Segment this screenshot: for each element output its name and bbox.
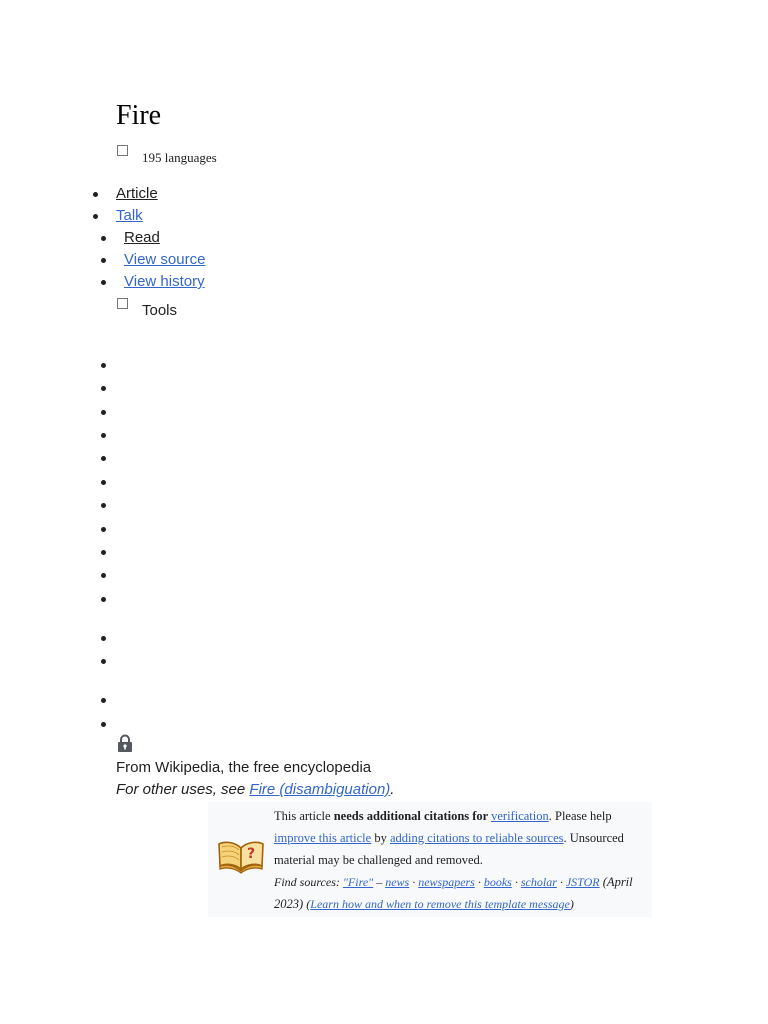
lock-icon[interactable] [117,734,133,753]
citation-needed-notice [208,802,652,917]
list-bullet [101,597,106,602]
language-toggle-checkbox[interactable] [117,145,128,156]
hatnote-prefix: For other uses, see [116,781,250,798]
page-title: Fire [116,100,162,131]
find-sources-line [274,875,633,911]
list-bullet [101,573,106,578]
tab-view-source[interactable]: View source [124,251,206,268]
improve-article-link[interactable]: improve this article [274,831,372,845]
notice-date: (April 2023) [274,875,633,911]
source-link-jstor[interactable]: JSTOR [565,875,600,889]
hatnote [116,780,394,800]
list-bullet [101,456,106,461]
tab-article[interactable]: Article [116,185,158,202]
list-bullet [101,659,106,664]
site-tagline: From Wikipedia, the free encyclopedia [116,759,372,776]
notice-bold-text: needs additional citations for [333,809,492,823]
tab-talk[interactable]: Talk [116,207,143,224]
list-bullet [101,410,106,415]
notice-text-part: by [371,831,390,845]
source-link-books[interactable]: books [483,875,512,889]
separator: – [373,875,386,889]
tab-view-history[interactable]: View history [124,273,205,290]
svg-text:?: ? [247,846,256,862]
notice-text-part: . Please help [548,809,612,823]
list-bullet [101,280,106,285]
list-bullet [101,433,106,438]
find-sources-label: Find sources: [274,875,343,889]
adding-citations-link[interactable]: adding citations to reliable sources [389,831,564,845]
source-link-newspapers[interactable]: newspapers [418,875,475,889]
tools-toggle-checkbox[interactable] [117,298,128,309]
notice-text [274,805,642,915]
source-link-fire[interactable]: "Fire" [342,875,374,889]
tools-menu-label[interactable]: Tools [142,302,178,319]
learn-remove-link[interactable]: Learn how and when to remove this template message [310,897,570,911]
notice-text-part: . Unsourced material may be challenged and removed. [274,831,624,867]
hatnote-suffix: . [390,781,395,798]
disambiguation-link[interactable]: Fire (disambiguation) [249,781,391,798]
list-bullet [101,698,106,703]
list-bullet [101,550,106,555]
book-question-icon [217,834,265,874]
list-bullet [101,722,106,727]
separator: · [409,875,419,889]
list-bullet [93,192,98,197]
languages-button[interactable]: 195 languages [142,150,217,165]
list-bullet [101,386,106,391]
list-bullet [101,503,106,508]
list-bullet [101,363,106,368]
separator: · [474,875,484,889]
separator: ) [569,897,574,911]
separator: · [511,875,521,889]
tab-read[interactable]: Read [124,229,160,246]
list-bullet [101,480,106,485]
list-bullet [101,636,106,641]
list-bullet [101,258,106,263]
notice-text-part: This article [274,809,334,823]
list-bullet [101,236,106,241]
source-link-news[interactable]: news [385,875,410,889]
separator: ( [306,897,311,911]
separator: · [556,875,566,889]
verification-link[interactable]: verification [491,809,549,823]
source-link-scholar[interactable]: scholar [520,875,557,889]
list-bullet [93,214,98,219]
list-bullet [101,527,106,532]
